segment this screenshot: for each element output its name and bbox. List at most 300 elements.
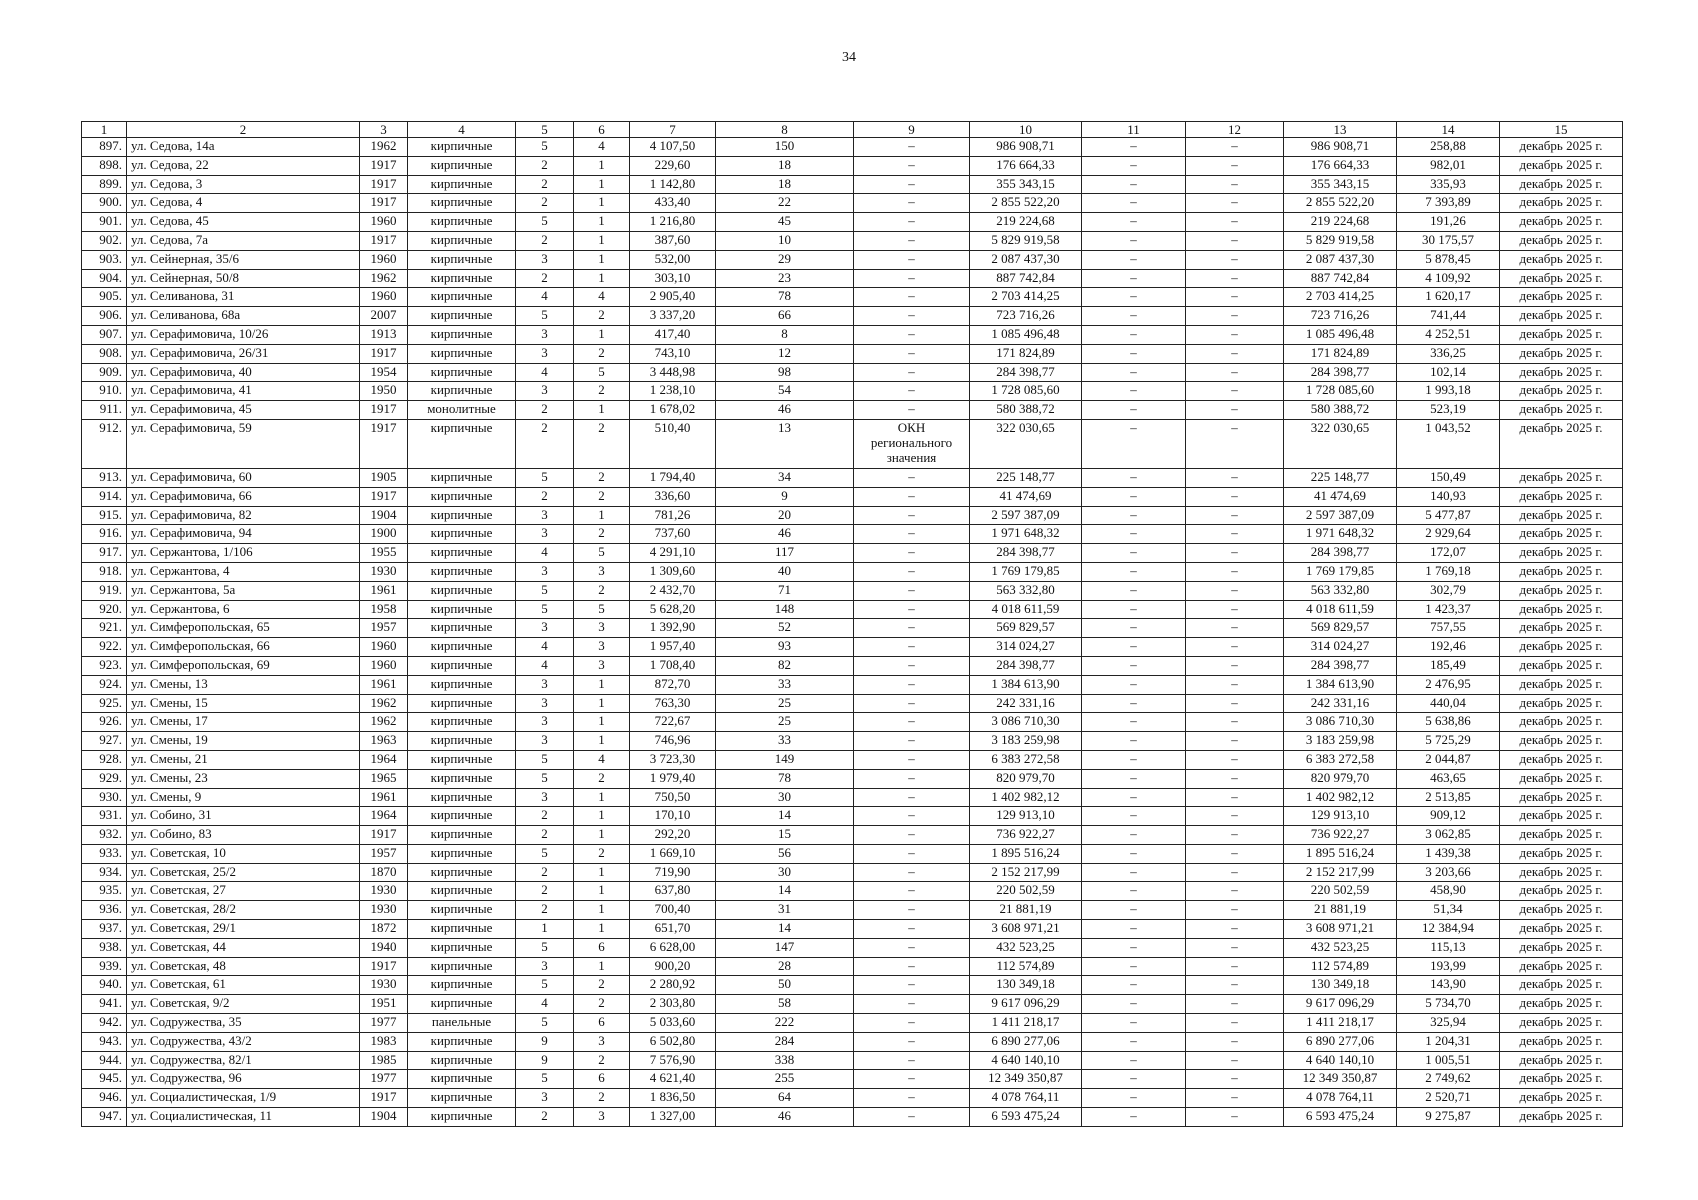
wall-material: кирпичные xyxy=(408,1070,516,1089)
year-built: 1955 xyxy=(360,544,408,563)
entrances: 2 xyxy=(574,581,630,600)
row-number: 941. xyxy=(82,995,127,1014)
year-built: 1870 xyxy=(360,863,408,882)
address: ул. Симферопольская, 69 xyxy=(127,656,360,675)
cost-col-11: – xyxy=(1082,826,1186,845)
floors: 3 xyxy=(516,619,574,638)
address: ул. Социалистическая, 11 xyxy=(127,1108,360,1127)
heritage-status: – xyxy=(854,344,970,363)
completion-date: декабрь 2025 г. xyxy=(1500,882,1623,901)
completion-date: декабрь 2025 г. xyxy=(1500,750,1623,769)
wall-material: кирпичные xyxy=(408,920,516,939)
heritage-status: – xyxy=(854,581,970,600)
completion-date: декабрь 2025 г. xyxy=(1500,675,1623,694)
table-row xyxy=(82,194,1623,213)
cost-col-12: – xyxy=(1186,487,1284,506)
cost-total: 225 148,77 xyxy=(970,468,1082,487)
address: ул. Содружества, 82/1 xyxy=(127,1051,360,1070)
entrances: 2 xyxy=(574,844,630,863)
entrances: 1 xyxy=(574,506,630,525)
wall-material: кирпичные xyxy=(408,694,516,713)
floors: 3 xyxy=(516,694,574,713)
residents: 46 xyxy=(716,401,854,420)
cost-col-13: 4 078 764,11 xyxy=(1284,1089,1397,1108)
wall-material: кирпичные xyxy=(408,344,516,363)
cost-col-11: – xyxy=(1082,344,1186,363)
cost-col-12: – xyxy=(1186,1051,1284,1070)
table-row xyxy=(82,656,1623,675)
wall-material: кирпичные xyxy=(408,419,516,468)
wall-material: кирпичные xyxy=(408,307,516,326)
completion-date: декабрь 2025 г. xyxy=(1500,363,1623,382)
residents: 10 xyxy=(716,231,854,250)
floors: 5 xyxy=(516,1070,574,1089)
total-area: 737,60 xyxy=(630,525,716,544)
table-row xyxy=(82,750,1623,769)
cost-col-12: – xyxy=(1186,788,1284,807)
residents: 64 xyxy=(716,1089,854,1108)
residents: 14 xyxy=(716,807,854,826)
cost-col-11: – xyxy=(1082,1089,1186,1108)
address: ул. Сейнерная, 35/6 xyxy=(127,250,360,269)
row-number: 936. xyxy=(82,901,127,920)
cost-col-13: 1 769 179,85 xyxy=(1284,562,1397,581)
residents: 12 xyxy=(716,344,854,363)
heritage-status: – xyxy=(854,269,970,288)
table-row xyxy=(82,807,1623,826)
table-row xyxy=(82,175,1623,194)
cost-per-unit: 2 476,95 xyxy=(1397,675,1500,694)
column-number: 6 xyxy=(574,122,630,138)
cost-col-11: – xyxy=(1082,656,1186,675)
cost-total: 723 716,26 xyxy=(970,307,1082,326)
address: ул. Советская, 10 xyxy=(127,844,360,863)
completion-date: декабрь 2025 г. xyxy=(1500,525,1623,544)
completion-date: декабрь 2025 г. xyxy=(1500,920,1623,939)
cost-per-unit: 463,65 xyxy=(1397,769,1500,788)
cost-total: 4 640 140,10 xyxy=(970,1051,1082,1070)
cost-total: 5 829 919,58 xyxy=(970,231,1082,250)
cost-per-unit: 102,14 xyxy=(1397,363,1500,382)
completion-date: декабрь 2025 г. xyxy=(1500,581,1623,600)
residents: 71 xyxy=(716,581,854,600)
address: ул. Сержантова, 5а xyxy=(127,581,360,600)
completion-date: декабрь 2025 г. xyxy=(1500,544,1623,563)
row-number: 946. xyxy=(82,1089,127,1108)
column-number: 12 xyxy=(1186,122,1284,138)
cost-col-11: – xyxy=(1082,1108,1186,1127)
cost-col-11: – xyxy=(1082,269,1186,288)
completion-date: декабрь 2025 г. xyxy=(1500,769,1623,788)
heritage-status: – xyxy=(854,506,970,525)
residents: 45 xyxy=(716,213,854,232)
address: ул. Седова, 14а xyxy=(127,138,360,157)
floors: 2 xyxy=(516,487,574,506)
table-row xyxy=(82,863,1623,882)
address: ул. Селиванова, 68а xyxy=(127,307,360,326)
heritage-status: – xyxy=(854,1108,970,1127)
cost-col-11: – xyxy=(1082,694,1186,713)
year-built: 1962 xyxy=(360,138,408,157)
cost-col-11: – xyxy=(1082,901,1186,920)
row-number: 923. xyxy=(82,656,127,675)
floors: 4 xyxy=(516,656,574,675)
address: ул. Седова, 3 xyxy=(127,175,360,194)
address: ул. Советская, 9/2 xyxy=(127,995,360,1014)
heritage-status: – xyxy=(854,1051,970,1070)
cost-col-11: – xyxy=(1082,525,1186,544)
year-built: 1951 xyxy=(360,995,408,1014)
total-area: 3 337,20 xyxy=(630,307,716,326)
cost-col-11: – xyxy=(1082,1032,1186,1051)
address: ул. Советская, 27 xyxy=(127,882,360,901)
cost-col-11: – xyxy=(1082,600,1186,619)
heritage-status: – xyxy=(854,600,970,619)
cost-col-13: 129 913,10 xyxy=(1284,807,1397,826)
cost-col-12: – xyxy=(1186,957,1284,976)
completion-date: декабрь 2025 г. xyxy=(1500,468,1623,487)
heritage-status: – xyxy=(854,995,970,1014)
total-area: 1 142,80 xyxy=(630,175,716,194)
address: ул. Серафимовича, 10/26 xyxy=(127,325,360,344)
wall-material: кирпичные xyxy=(408,269,516,288)
total-area: 651,70 xyxy=(630,920,716,939)
cost-col-11: – xyxy=(1082,419,1186,468)
row-number: 945. xyxy=(82,1070,127,1089)
cost-col-13: 2 703 414,25 xyxy=(1284,288,1397,307)
wall-material: кирпичные xyxy=(408,656,516,675)
table-row xyxy=(82,307,1623,326)
cost-col-13: 41 474,69 xyxy=(1284,487,1397,506)
completion-date: декабрь 2025 г. xyxy=(1500,732,1623,751)
residents: 31 xyxy=(716,901,854,920)
completion-date: декабрь 2025 г. xyxy=(1500,382,1623,401)
cost-col-12: – xyxy=(1186,175,1284,194)
entrances: 1 xyxy=(574,882,630,901)
cost-col-13: 9 617 096,29 xyxy=(1284,995,1397,1014)
cost-col-12: – xyxy=(1186,976,1284,995)
completion-date: декабрь 2025 г. xyxy=(1500,213,1623,232)
heritage-status: – xyxy=(854,288,970,307)
floors: 3 xyxy=(516,525,574,544)
wall-material: кирпичные xyxy=(408,769,516,788)
cost-total: 9 617 096,29 xyxy=(970,995,1082,1014)
heritage-status: – xyxy=(854,732,970,751)
cost-total: 820 979,70 xyxy=(970,769,1082,788)
cost-col-13: 4 640 140,10 xyxy=(1284,1051,1397,1070)
heritage-status: – xyxy=(854,194,970,213)
cost-total: 129 913,10 xyxy=(970,807,1082,826)
completion-date: декабрь 2025 г. xyxy=(1500,325,1623,344)
address: ул. Серафимовича, 45 xyxy=(127,401,360,420)
entrances: 2 xyxy=(574,307,630,326)
year-built: 1961 xyxy=(360,788,408,807)
cost-col-13: 2 152 217,99 xyxy=(1284,863,1397,882)
cost-per-unit: 302,79 xyxy=(1397,581,1500,600)
address: ул. Советская, 44 xyxy=(127,938,360,957)
row-number: 940. xyxy=(82,976,127,995)
entrances: 1 xyxy=(574,732,630,751)
completion-date: декабрь 2025 г. xyxy=(1500,807,1623,826)
cost-col-11: – xyxy=(1082,468,1186,487)
wall-material: кирпичные xyxy=(408,544,516,563)
cost-per-unit: 5 477,87 xyxy=(1397,506,1500,525)
completion-date: декабрь 2025 г. xyxy=(1500,1108,1623,1127)
completion-date: декабрь 2025 г. xyxy=(1500,957,1623,976)
entrances: 1 xyxy=(574,250,630,269)
table-row xyxy=(82,344,1623,363)
cost-col-12: – xyxy=(1186,194,1284,213)
row-number: 918. xyxy=(82,562,127,581)
completion-date: декабрь 2025 г. xyxy=(1500,175,1623,194)
cost-total: 569 829,57 xyxy=(970,619,1082,638)
entrances: 1 xyxy=(574,194,630,213)
cost-col-11: – xyxy=(1082,882,1186,901)
cost-col-13: 736 922,27 xyxy=(1284,826,1397,845)
total-area: 303,10 xyxy=(630,269,716,288)
row-number: 915. xyxy=(82,506,127,525)
table-row xyxy=(82,901,1623,920)
address: ул. Серафимовича, 66 xyxy=(127,487,360,506)
entrances: 5 xyxy=(574,544,630,563)
total-area: 763,30 xyxy=(630,694,716,713)
entrances: 1 xyxy=(574,675,630,694)
cost-total: 1 411 218,17 xyxy=(970,1014,1082,1033)
heritage-status: – xyxy=(854,401,970,420)
cost-col-12: – xyxy=(1186,325,1284,344)
cost-col-12: – xyxy=(1186,750,1284,769)
row-number: 916. xyxy=(82,525,127,544)
heritage-status: – xyxy=(854,750,970,769)
cost-col-13: 1 411 218,17 xyxy=(1284,1014,1397,1033)
table-row xyxy=(82,581,1623,600)
cost-col-12: – xyxy=(1186,938,1284,957)
wall-material: кирпичные xyxy=(408,194,516,213)
total-area: 719,90 xyxy=(630,863,716,882)
completion-date: декабрь 2025 г. xyxy=(1500,250,1623,269)
cost-col-11: – xyxy=(1082,288,1186,307)
completion-date: декабрь 2025 г. xyxy=(1500,487,1623,506)
cost-col-13: 569 829,57 xyxy=(1284,619,1397,638)
cost-col-11: – xyxy=(1082,382,1186,401)
column-number: 2 xyxy=(127,122,360,138)
wall-material: кирпичные xyxy=(408,562,516,581)
entrances: 2 xyxy=(574,995,630,1014)
cost-per-unit: 185,49 xyxy=(1397,656,1500,675)
address: ул. Седова, 4 xyxy=(127,194,360,213)
residents: 14 xyxy=(716,920,854,939)
address: ул. Советская, 61 xyxy=(127,976,360,995)
cost-total: 1 085 496,48 xyxy=(970,325,1082,344)
cost-col-12: – xyxy=(1186,468,1284,487)
cost-col-13: 1 085 496,48 xyxy=(1284,325,1397,344)
residents: 54 xyxy=(716,382,854,401)
heritage-status: – xyxy=(854,138,970,157)
completion-date: декабрь 2025 г. xyxy=(1500,562,1623,581)
year-built: 1960 xyxy=(360,656,408,675)
cost-per-unit: 1 204,31 xyxy=(1397,1032,1500,1051)
wall-material: кирпичные xyxy=(408,826,516,845)
residents: 15 xyxy=(716,826,854,845)
floors: 5 xyxy=(516,468,574,487)
cost-col-12: – xyxy=(1186,1032,1284,1051)
entrances: 1 xyxy=(574,807,630,826)
table-row xyxy=(82,213,1623,232)
cost-col-13: 21 881,19 xyxy=(1284,901,1397,920)
cost-col-11: – xyxy=(1082,713,1186,732)
entrances: 2 xyxy=(574,976,630,995)
total-area: 746,96 xyxy=(630,732,716,751)
completion-date: декабрь 2025 г. xyxy=(1500,344,1623,363)
table-row xyxy=(82,288,1623,307)
cost-col-12: – xyxy=(1186,269,1284,288)
cost-total: 220 502,59 xyxy=(970,882,1082,901)
cost-col-12: – xyxy=(1186,544,1284,563)
entrances: 2 xyxy=(574,1051,630,1070)
cost-total: 284 398,77 xyxy=(970,656,1082,675)
cost-col-13: 225 148,77 xyxy=(1284,468,1397,487)
address: ул. Советская, 48 xyxy=(127,957,360,976)
wall-material: кирпичные xyxy=(408,468,516,487)
cost-col-12: – xyxy=(1186,675,1284,694)
row-number: 933. xyxy=(82,844,127,863)
cost-col-12: – xyxy=(1186,638,1284,657)
cost-col-11: – xyxy=(1082,750,1186,769)
completion-date: декабрь 2025 г. xyxy=(1500,713,1623,732)
floors: 3 xyxy=(516,382,574,401)
entrances: 6 xyxy=(574,938,630,957)
address: ул. Собино, 31 xyxy=(127,807,360,826)
cost-per-unit: 2 044,87 xyxy=(1397,750,1500,769)
completion-date: декабрь 2025 г. xyxy=(1500,976,1623,995)
housing-registry-table xyxy=(81,121,1623,1127)
cost-col-12: – xyxy=(1186,1108,1284,1127)
address: ул. Смены, 9 xyxy=(127,788,360,807)
wall-material: кирпичные xyxy=(408,138,516,157)
cost-col-12: – xyxy=(1186,920,1284,939)
total-area: 637,80 xyxy=(630,882,716,901)
total-area: 170,10 xyxy=(630,807,716,826)
cost-col-11: – xyxy=(1082,957,1186,976)
entrances: 4 xyxy=(574,288,630,307)
cost-col-11: – xyxy=(1082,638,1186,657)
cost-total: 130 349,18 xyxy=(970,976,1082,995)
entrances: 1 xyxy=(574,920,630,939)
floors: 3 xyxy=(516,506,574,525)
floors: 4 xyxy=(516,363,574,382)
row-number: 934. xyxy=(82,863,127,882)
cost-total: 1 402 982,12 xyxy=(970,788,1082,807)
cost-col-11: – xyxy=(1082,675,1186,694)
row-number: 900. xyxy=(82,194,127,213)
table-row xyxy=(82,694,1623,713)
completion-date: декабрь 2025 г. xyxy=(1500,401,1623,420)
wall-material: кирпичные xyxy=(408,976,516,995)
cost-total: 3 183 259,98 xyxy=(970,732,1082,751)
cost-per-unit: 51,34 xyxy=(1397,901,1500,920)
cost-col-13: 6 383 272,58 xyxy=(1284,750,1397,769)
residents: 98 xyxy=(716,363,854,382)
cost-per-unit: 440,04 xyxy=(1397,694,1500,713)
address: ул. Собино, 83 xyxy=(127,826,360,845)
floors: 5 xyxy=(516,769,574,788)
table-row xyxy=(82,1051,1623,1070)
cost-total: 6 890 277,06 xyxy=(970,1032,1082,1051)
address: ул. Серафимовича, 41 xyxy=(127,382,360,401)
cost-per-unit: 1 423,37 xyxy=(1397,600,1500,619)
floors: 2 xyxy=(516,419,574,468)
cost-col-12: – xyxy=(1186,619,1284,638)
table-row xyxy=(82,325,1623,344)
total-area: 417,40 xyxy=(630,325,716,344)
entrances: 5 xyxy=(574,600,630,619)
cost-col-13: 887 742,84 xyxy=(1284,269,1397,288)
cost-col-12: – xyxy=(1186,656,1284,675)
total-area: 1 678,02 xyxy=(630,401,716,420)
year-built: 1960 xyxy=(360,250,408,269)
cost-col-11: – xyxy=(1082,250,1186,269)
floors: 3 xyxy=(516,788,574,807)
floors: 5 xyxy=(516,844,574,863)
residents: 25 xyxy=(716,713,854,732)
entrances: 1 xyxy=(574,231,630,250)
cost-per-unit: 1 439,38 xyxy=(1397,844,1500,863)
total-area: 5 628,20 xyxy=(630,600,716,619)
cost-per-unit: 150,49 xyxy=(1397,468,1500,487)
heritage-status: – xyxy=(854,156,970,175)
cost-col-13: 12 349 350,87 xyxy=(1284,1070,1397,1089)
cost-col-13: 6 593 475,24 xyxy=(1284,1108,1397,1127)
cost-col-11: – xyxy=(1082,619,1186,638)
cost-per-unit: 4 252,51 xyxy=(1397,325,1500,344)
row-number: 924. xyxy=(82,675,127,694)
wall-material: кирпичные xyxy=(408,363,516,382)
cost-col-13: 2 855 522,20 xyxy=(1284,194,1397,213)
entrances: 2 xyxy=(574,525,630,544)
year-built: 1957 xyxy=(360,844,408,863)
year-built: 2007 xyxy=(360,307,408,326)
table-row xyxy=(82,562,1623,581)
cost-per-unit: 5 734,70 xyxy=(1397,995,1500,1014)
cost-col-12: – xyxy=(1186,863,1284,882)
table-row xyxy=(82,506,1623,525)
cost-col-13: 1 895 516,24 xyxy=(1284,844,1397,863)
column-number: 10 xyxy=(970,122,1082,138)
year-built: 1917 xyxy=(360,175,408,194)
cost-col-11: – xyxy=(1082,920,1186,939)
total-area: 6 628,00 xyxy=(630,938,716,957)
cost-col-12: – xyxy=(1186,844,1284,863)
total-area: 1 836,50 xyxy=(630,1089,716,1108)
column-number: 13 xyxy=(1284,122,1397,138)
table-row xyxy=(82,1108,1623,1127)
address: ул. Серафимовича, 26/31 xyxy=(127,344,360,363)
table-row xyxy=(82,732,1623,751)
total-area: 2 905,40 xyxy=(630,288,716,307)
table-row xyxy=(82,231,1623,250)
floors: 2 xyxy=(516,175,574,194)
cost-col-12: – xyxy=(1186,1070,1284,1089)
completion-date: декабрь 2025 г. xyxy=(1500,506,1623,525)
heritage-status: – xyxy=(854,807,970,826)
cost-col-13: 4 018 611,59 xyxy=(1284,600,1397,619)
cost-col-13: 432 523,25 xyxy=(1284,938,1397,957)
cost-total: 1 971 648,32 xyxy=(970,525,1082,544)
column-number: 5 xyxy=(516,122,574,138)
table-row xyxy=(82,1089,1623,1108)
cost-total: 2 152 217,99 xyxy=(970,863,1082,882)
address: ул. Седова, 7а xyxy=(127,231,360,250)
